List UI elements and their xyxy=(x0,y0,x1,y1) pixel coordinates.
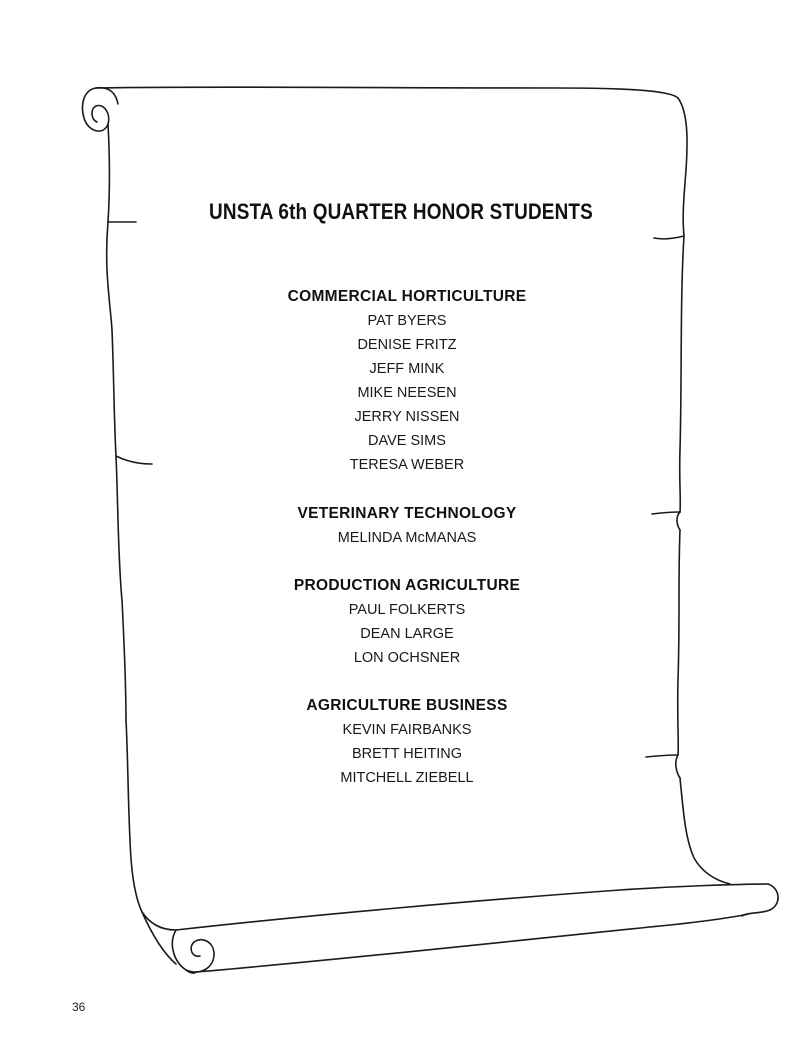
student-list xyxy=(0,526,800,550)
student-name: DENISE FRITZ xyxy=(357,337,457,353)
section-veterinary-technology xyxy=(0,502,800,550)
student-list xyxy=(0,718,800,790)
section-heading: VETERINARY TECHNOLOGY xyxy=(297,505,517,522)
student-name: MELINDA McMANAS xyxy=(337,530,477,546)
student-name: DAVE SIMS xyxy=(368,433,446,449)
page-number: 36 xyxy=(72,1000,86,1014)
student-list xyxy=(0,598,800,670)
section-commercial-horticulture xyxy=(0,285,800,477)
student-name: TERESA WEBER xyxy=(349,457,465,473)
section-heading: COMMERCIAL HORTICULTURE xyxy=(287,288,527,305)
student-name: DEAN LARGE xyxy=(360,626,454,642)
student-name: JEFF MINK xyxy=(369,361,445,377)
student-name: BRETT HEITING xyxy=(351,746,463,762)
student-name: PAUL FOLKERTS xyxy=(348,602,466,618)
student-name: KEVIN FAIRBANKS xyxy=(342,722,472,738)
student-name: MITCHELL ZIEBELL xyxy=(340,770,474,786)
student-name: LON OCHSNER xyxy=(353,650,461,666)
student-name: MIKE NEESEN xyxy=(357,385,457,401)
student-list xyxy=(0,309,800,477)
section-production-agriculture xyxy=(0,574,800,670)
student-name: JERRY NISSEN xyxy=(354,409,460,425)
section-agriculture-business xyxy=(0,694,800,790)
page-title: UNSTA 6th QUARTER HONOR STUDENTS xyxy=(209,199,593,224)
section-heading: AGRICULTURE BUSINESS xyxy=(306,697,508,714)
student-name: PAT BYERS xyxy=(367,313,447,329)
section-heading: PRODUCTION AGRICULTURE xyxy=(293,577,521,594)
